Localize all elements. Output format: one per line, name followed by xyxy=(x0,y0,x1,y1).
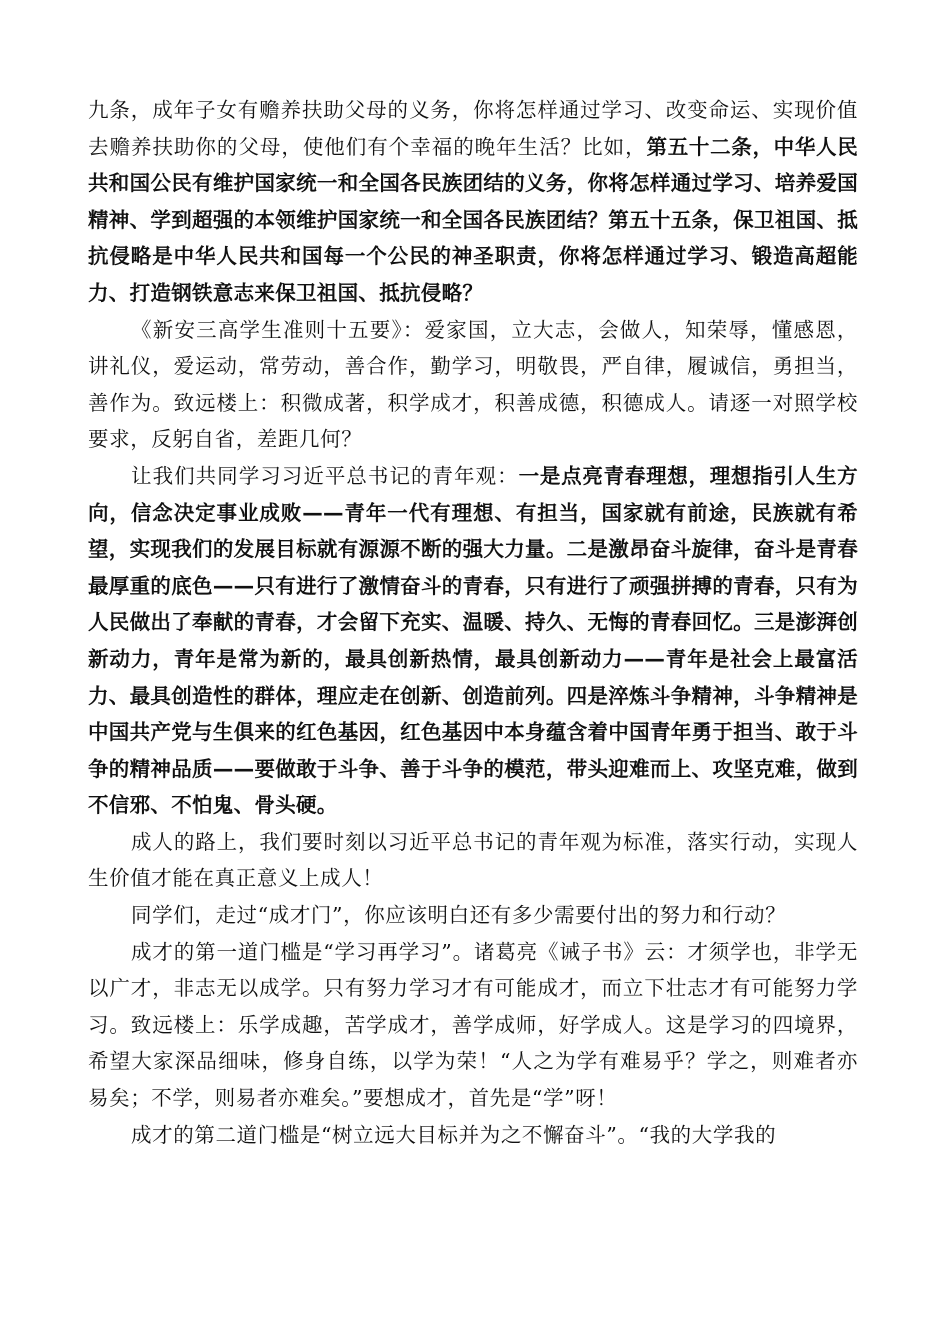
paragraph-second-threshold: 成才的第二道门槛是“树立远大目标并为之不懈奋斗”。“我的大学我的 xyxy=(131,1122,777,1147)
paragraph-text: 九条，成年子女有赡养扶助父母的义务，你将怎样通过学习、改变命运、实现价值去赡养扶助你的父母，使他们有个幸福的晚年生活？比如， xyxy=(88,98,858,159)
paragraph-student-code: 《新安三高学生准则十五要》：爱家国，立大志，会做人，知荣辱，懂感恩，讲礼仪，爱运动，常劳动，善合作，勤学习，明敬畏，严自律，履诚信，勇担当，善作为。致远楼上：积微成著，积学成才，积善成德，积德成人。请逐一对照学校要求，反躬自省，差距几何？ xyxy=(88,317,858,452)
paragraph-adulthood-path: 成人的路上，我们要时刻以习近平总书记的青年观为标准，落实行动，实现人生价值才能在真正意义上成人！ xyxy=(88,829,858,891)
paragraph-talent-gate-question: 同学们，走过“成才门”，你应该明白还有多少需要付出的努力和行动？ xyxy=(131,903,787,928)
paragraph-constitution-duties xyxy=(88,92,858,312)
document-page xyxy=(88,92,858,1153)
paragraph-text: 让我们共同学习习近平总书记的青年观： xyxy=(131,463,519,488)
paragraph-bold-text: 一是点亮青春理想，理想指引人生方向，信念决定事业成败——青年一代有理想、有担当，国家就有前途，民族就有希望，实现我们的发展目标就有源源不断的强大力量。二是激昂奋斗旋律，奋斗是青春最厚重的底色——只有进行了激情奋斗的青春，只有进行了顽强拼搏的青春，只有为人民做出了奉献的青春，才会留下充实、温暖、持久、无悔的青春回忆。三是澎湃创新动力，青年是常为新的，最具创新热情，最具创新动力——青年是社会上最富活力、最具创造性的群体，理应走在创新、创造前列。四是淬炼斗争精神，斗争精神是中国共产党与生俱来的红色基因，红色基因中本身蕴含着中国青年勇于担当、敢于斗争的精神品质——要做敢于斗争、善于斗争的模范，带头迎难而上、攻坚克难，做到不信邪、不怕鬼、骨头硬。 xyxy=(88,463,858,818)
paragraph-bold-text: 第五十二条，中华人民共和国公民有维护国家统一和全国各民族团结的义务，你将怎样通过学习、培养爱国精神、学到超强的本领维护国家统一和全国各民族团结？第五十五条，保卫祖国、抵抗侵略是中华人民共和国每一个公民的神圣职责，你将怎样通过学习、锻造高超能力、打造钢铁意志来保卫祖国、抵抗侵略？ xyxy=(88,134,858,305)
paragraph-youth-view xyxy=(88,458,858,824)
paragraph-first-threshold: 成才的第一道门槛是“学习再学习”。诸葛亮《诫子书》云：才须学也，非学无以广才，非志无以成学。只有努力学习才有可能成才，而立下壮志才有可能努力学习。致远楼上：乐学成趣，苦学成才，善学成师，好学成人。这是学习的四境界，希望大家深品细味，修身自练，以学为荣！“人之为学有难易乎？学之，则难者亦易矣；不学，则易者亦难矣。”要想成才，首先是“学”呀！ xyxy=(88,939,858,1111)
